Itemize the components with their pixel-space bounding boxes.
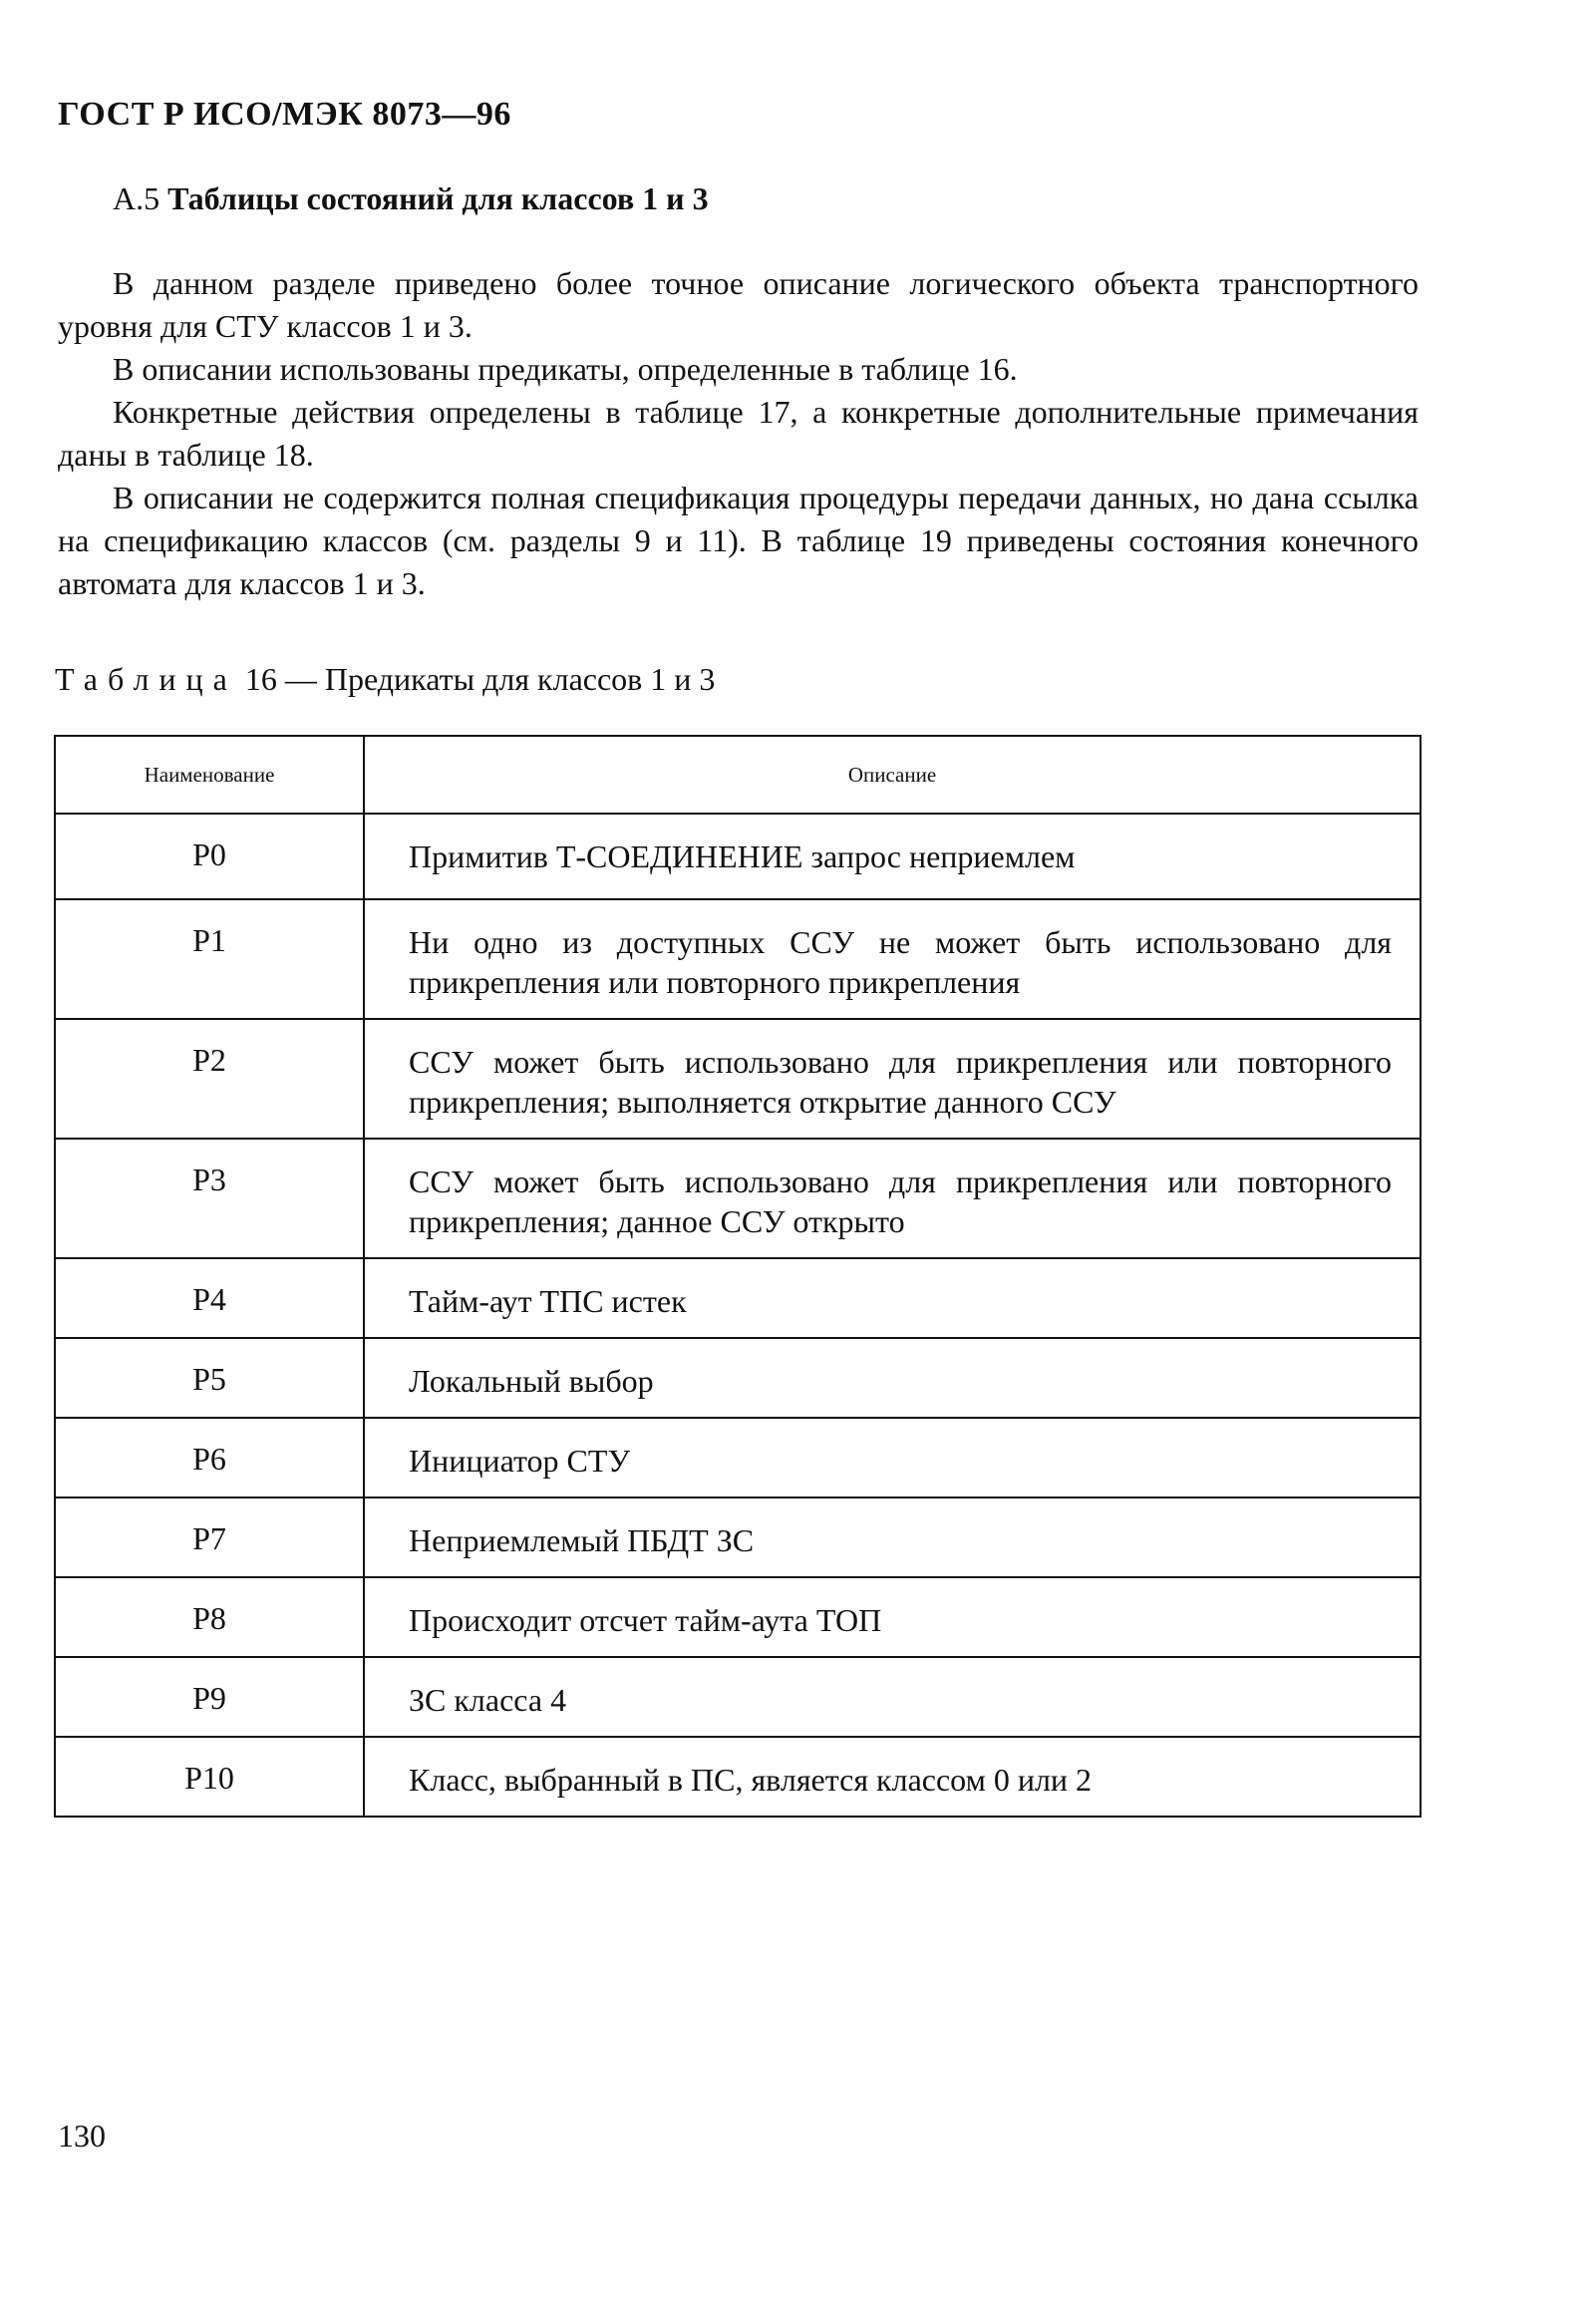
table-caption-text: 16 — Предикаты для классов 1 и 3	[244, 661, 716, 697]
paragraph-2: В описании использованы предикаты, определенные в таблице 16.	[113, 351, 1018, 387]
predicate-description: Неприемлемый ПБДТ ЗС	[364, 1497, 1421, 1577]
predicate-name: Р9	[55, 1657, 364, 1737]
predicate-description: Ни одно из доступных ССУ не может быть использовано для прикрепления или повторного прикрепления	[364, 899, 1421, 1019]
predicate-name: Р8	[55, 1577, 364, 1657]
section-number: А.5	[113, 180, 160, 216]
column-header-name: Наименование	[55, 736, 364, 814]
table-row	[55, 1577, 1421, 1657]
standard-header: ГОСТ Р ИСО/МЭК 8073—96	[58, 96, 511, 133]
table-caption-label: Таблица	[55, 661, 237, 697]
predicate-description: ССУ может быть использовано для прикрепления или повторного прикрепления; выполняется открытие данного ССУ	[364, 1019, 1421, 1139]
table-row	[55, 1418, 1421, 1497]
table-row	[55, 1258, 1421, 1338]
table-row	[55, 1338, 1421, 1418]
predicate-description: Инициатор СТУ	[364, 1418, 1421, 1497]
predicate-description: Локальный выбор	[364, 1338, 1421, 1418]
predicate-name: Р0	[55, 814, 364, 899]
predicate-description: Происходит отсчет тайм-аута ТОП	[364, 1577, 1421, 1657]
predicate-name: Р5	[55, 1338, 364, 1418]
paragraph-3: Конкретные действия определены в таблице 17, а конкретные дополнительные примечания даны в таблице 18.	[58, 394, 1419, 473]
table-row	[55, 1657, 1421, 1737]
predicate-name: Р10	[55, 1737, 364, 1817]
column-header-description: Описание	[364, 736, 1421, 814]
paragraph-4: В описании не содержится полная спецификация процедуры передачи данных, но дана ссылка на спецификацию классов (см. разделы 9 и 11). В таблице 19 приведены состояния конечного автомата для классов 1 и 3.	[58, 480, 1419, 601]
predicate-description: Класс, выбранный в ПС, является классом 0 или 2	[364, 1737, 1421, 1817]
section-title	[113, 180, 709, 217]
paragraph-1: В данном разделе приведено более точное описание логического объекта транспортного уровня для СТУ классов 1 и 3.	[58, 265, 1419, 344]
table-row	[55, 1737, 1421, 1817]
predicates-table	[54, 735, 1422, 1818]
table-row	[55, 1497, 1421, 1577]
predicate-name: Р2	[55, 1019, 364, 1139]
predicate-name: Р7	[55, 1497, 364, 1577]
predicate-description: Тайм-аут ТПС истек	[364, 1258, 1421, 1338]
table-header-row	[55, 736, 1421, 814]
table-row	[55, 814, 1421, 899]
section-heading: Таблицы состояний для классов 1 и 3	[167, 180, 709, 216]
predicate-name: Р6	[55, 1418, 364, 1497]
table-row	[55, 899, 1421, 1019]
table-row	[55, 1139, 1421, 1258]
predicate-name: Р3	[55, 1139, 364, 1258]
predicate-description: Примитив Т-СОЕДИНЕНИЕ запрос неприемлем	[364, 814, 1421, 899]
body-text	[58, 262, 1419, 605]
predicate-name: Р4	[55, 1258, 364, 1338]
predicate-description: ССУ может быть использовано для прикрепления или повторного прикрепления; данное ССУ открыто	[364, 1139, 1421, 1258]
table-row	[55, 1019, 1421, 1139]
predicate-description: ЗС класса 4	[364, 1657, 1421, 1737]
table-caption	[55, 661, 715, 698]
page-number: 130	[58, 2118, 106, 2154]
predicate-name: Р1	[55, 899, 364, 1019]
